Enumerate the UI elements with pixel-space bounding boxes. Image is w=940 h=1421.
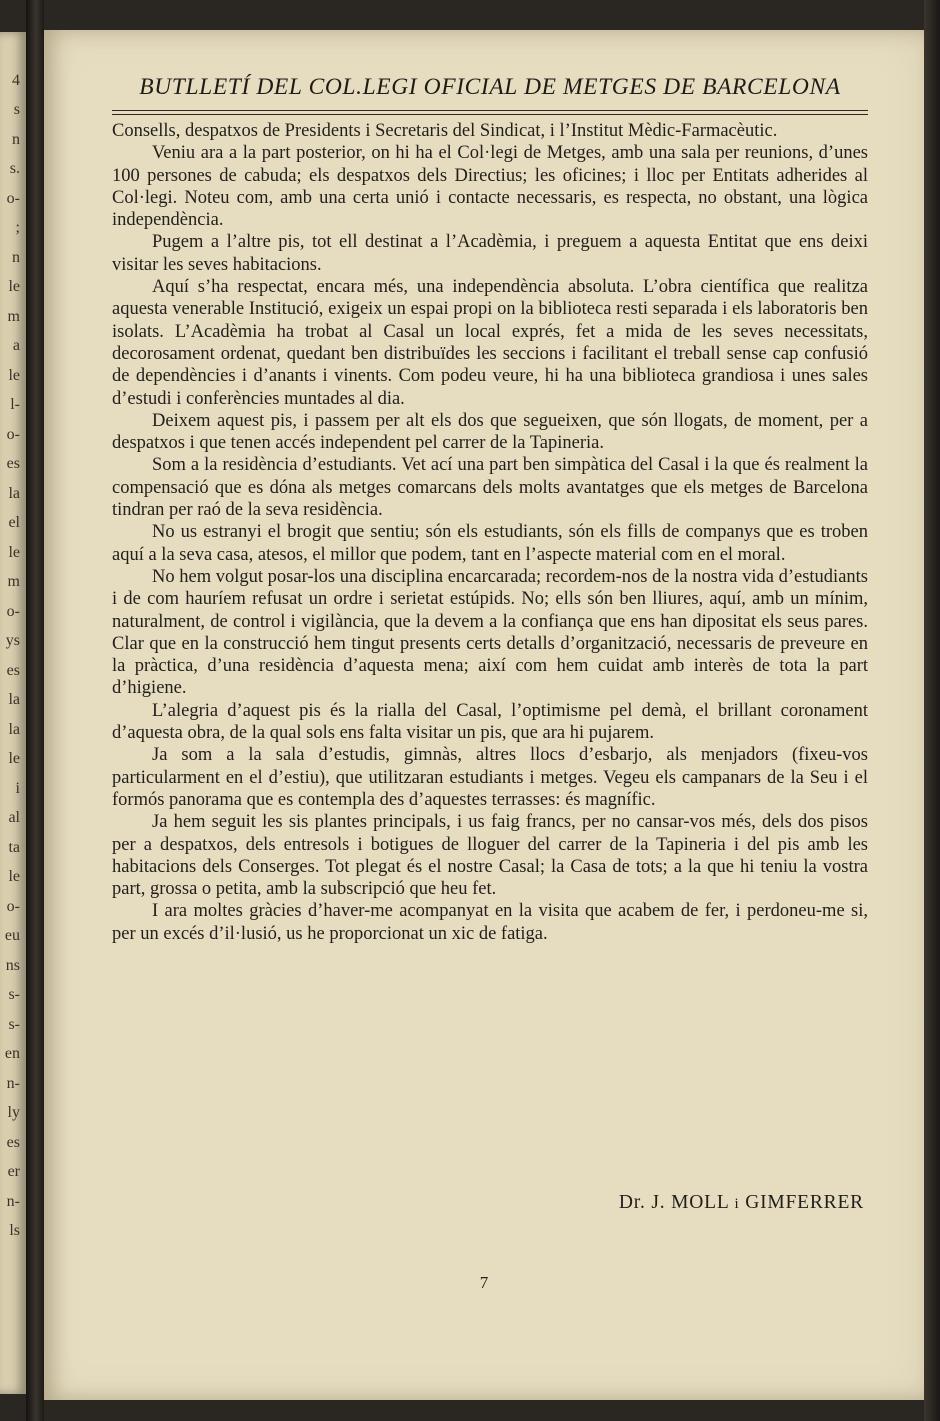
facing-page-fragment: i <box>15 780 20 797</box>
paragraph: I ara moltes gràcies d’haver-me acompanyat en la visita que acabem de fer, i perdoneu-me si, per un excés d’il·lusió, us he proporcionat un xic de fatiga. <box>112 901 868 944</box>
facing-page-fragment: le <box>8 278 20 295</box>
facing-page-fragment: o- <box>6 898 20 915</box>
facing-page-fragment: n- <box>6 1075 20 1092</box>
facing-page-fragment: ns <box>5 957 20 974</box>
facing-page-fragment: o- <box>6 603 20 620</box>
paragraph: Consells, despatxos de Presidents i Secretaris del Sindicat, i l’Institut Mèdic-Farmacèutic. <box>112 121 778 141</box>
paragraph: Som a la residència d’estudiants. Vet ací una part ben simpàtica del Casal i la que és realment la compensació que es dóna als metges comarcans dels molts avantatges que els metges de Barcelona tindran per raó de la seva residència. <box>112 455 868 521</box>
facing-page-fragment: ; <box>15 219 20 236</box>
author-name: J. MOLL <box>651 1192 729 1213</box>
facing-page-fragment: la <box>8 485 20 502</box>
paragraph: No hem volgut posar-los una disciplina encarcarada; recordem-nos de la nostra vida d’estudiants i de com hauríem refusat un ordre i serietat estúpids. No; ells són ben lliures, aquí, amb un mínim, naturalment, de control i vigilància, que la devem a la confiança que ens han dipositat els seus pares. Clar que en la construcció hem tingut presents certs detalls d’organització, necessaris de preveure en la pràctica, d’una residència d’aquesta mena; així com hem cuidat amb interès de tota la part d’higiene. <box>112 566 868 699</box>
article-body <box>112 120 868 945</box>
facing-page-fragment: m <box>7 573 20 590</box>
author-signature <box>619 1192 864 1214</box>
paragraph: L’alegria d’aquest pis és la rialla del Casal, l’optimisme pel demà, el brillant coronament d’aquesta obra, de la qual sols ens falta visitar un pis, que ara hi pujarem. <box>112 700 868 744</box>
paragraph: Ja som a la sala d’estudis, gimnàs, altres llocs d’esbarjo, als menjadors (fixeu-vos particularment en el d’estiu), que utilitzaran estudiants i metges. Vegeu els campanars de la Seu i el formós panorama que es contempla des d’aquestes terrasses: és magnífic. <box>112 745 868 810</box>
facing-page-fragment: o- <box>6 426 20 443</box>
running-header: BUTLLETÍ DEL COL.LEGI OFICIAL DE METGES DE BARCELONA <box>139 74 841 100</box>
facing-page-fragment: s <box>13 101 20 118</box>
right-edge-shadow <box>924 0 940 1421</box>
author-title: Dr. <box>618 1192 646 1213</box>
facing-page-fragment: ys <box>5 632 20 649</box>
author-conjunction: i <box>734 1196 740 1212</box>
paragraph: Aquí s’ha respectat, encara més, una independència absoluta. L’obra científica que realitza aquesta venerable Institució, exigeix un espai propi on la biblioteca resti separada i els laboratoris ben isolats. L’Acadèmia ha trobat al Casal un local exprés, fet a mida de les seves necessitats, decorosament ordenat, quedant ben distribuïdes les seccions i facilitant el treball sense cap confusió de dependències i d’anants i vinents. Com podeu veure, hi ha una biblioteca grandiosa i unes sales d’estudi i conferències muntades al dia. <box>112 277 868 409</box>
facing-page-fragment: le <box>8 367 20 384</box>
header-rule-bottom <box>112 114 868 115</box>
paragraph: No us estranyi el brogit que sentiu; són els estudiants, són els fills de companys que es troben aquí a la seva casa, atesos, el millor que podem, tant en l’aspecte material com en el moral. <box>112 522 868 565</box>
facing-page-fragment: en <box>4 1045 20 1062</box>
facing-page-fragment: s. <box>9 160 20 177</box>
facing-page-fragment: n <box>12 131 20 148</box>
facing-page-fragment: er <box>7 1163 20 1180</box>
author-surname: GIMFERRER <box>745 1192 864 1213</box>
paragraph: Ja hem seguit les sis plantes principals, i us faig francs, per no cansar-vos més, dels dos pisos per a despatxos, dels entresols i botigues de lloguer del carrer de la Tapineria i del pis amb les habitacions dels Conserges. Tot plegat és el nostre Casal; la Casa de tots; a la que hi teniu la vostra part, grossa o petita, amb la subscripció que heu fet. <box>112 812 868 900</box>
facing-page-fragment: s- <box>8 986 20 1003</box>
facing-page-fragment: es <box>6 662 20 679</box>
facing-page-fragment: la <box>8 691 20 708</box>
facing-page-fragment: le <box>8 750 20 767</box>
facing-page-fragment: n- <box>6 1193 20 1210</box>
book-gutter <box>26 0 44 1421</box>
facing-page-fragment: n <box>12 249 20 266</box>
facing-page-fragment: m <box>7 308 20 325</box>
facing-page-fragment: es <box>6 455 20 472</box>
page <box>44 30 924 1400</box>
facing-page-fragment: 4 <box>12 72 20 89</box>
facing-page-fragment: el <box>8 514 20 531</box>
facing-page-fragment: le <box>8 868 20 885</box>
facing-page-fragment: le <box>8 544 20 561</box>
header-rule-top <box>112 110 868 111</box>
facing-page-fragment: eu <box>4 927 20 944</box>
adjacent-page-edge <box>0 32 26 1394</box>
facing-page-fragment: o- <box>6 190 20 207</box>
facing-page-fragment: ly <box>7 1104 20 1121</box>
page-number: 7 <box>479 1273 489 1292</box>
facing-page-fragment: ta <box>8 839 20 856</box>
facing-page-fragment: l- <box>10 396 20 413</box>
facing-page-fragment: a <box>12 337 20 354</box>
paragraph: Pugem a l’altre pis, tot ell destinat a l’Acadèmia, i preguem a aquesta Entitat que ens deixi visitar les seves habitacions. <box>112 232 868 275</box>
facing-page-fragment: al <box>8 809 20 826</box>
paragraph: Veniu ara a la part posterior, on hi ha el Col·legi de Metges, amb una sala per reunions, d’unes 100 persones de cabuda; els despatxos dels Directius; les oficines; i lloc per Entitats adherides al Col·legi. Noteu com, amb una certa unió i contacte necessaris, es respecta, no obstant, una lògica independència. <box>112 143 868 231</box>
facing-page-fragment: es <box>6 1134 20 1151</box>
facing-page-fragment: s- <box>8 1016 20 1033</box>
facing-page-fragment: la <box>8 721 20 738</box>
facing-page-fragment: ls <box>9 1222 20 1239</box>
paragraph: Deixem aquest pis, i passem per alt els dos que segueixen, que són llogats, de moment, per a despatxos i que tenen accés independent pel carrer de la Tapineria. <box>112 410 868 454</box>
